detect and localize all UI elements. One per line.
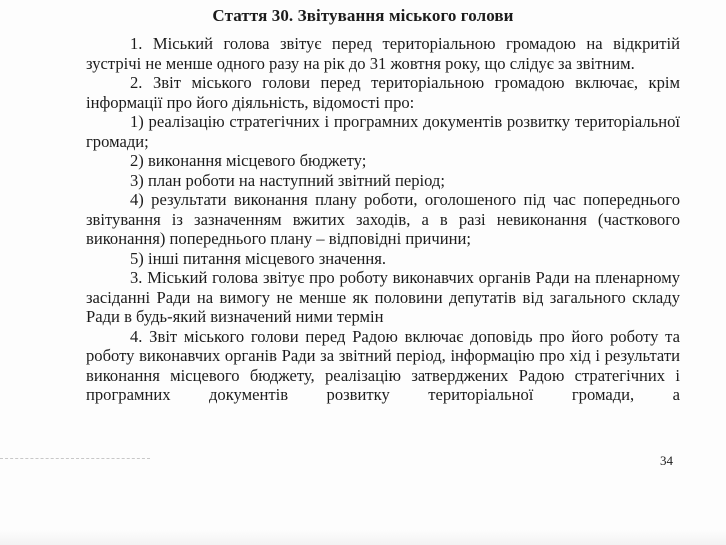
paragraph-3: 3. Міський голова звітує про роботу виконавчих органів Ради на пленарному засіданні Ради на вимогу не менше як половини депутатів від загального складу Ради в будь-який визначений ними термін <box>86 268 680 326</box>
list-item-5: 5) інші питання місцевого значення. <box>130 248 387 268</box>
paragraph-1: 1. Міський голова звітує перед територіальною громадою на відкритій зустрічі не менше одного разу на рік до 31 жовтня року, що слідує за звітним. <box>86 34 680 73</box>
list-item-3: 3) план роботи на наступний звітний період; <box>130 170 445 190</box>
paragraph-4: 4. Звіт міського голови перед Радою включає доповідь про його роботу та роботу виконавчих органів Ради за звітний період, інформацію про хід і результати виконання місцевого бюджету, реалізацію затверджених Радою стратегічних і програмних документів розвитку територіальної громади, а <box>86 326 680 404</box>
paragraph-2: 2. Звіт міського голови перед територіальною громадою включає, крім інформації про його діяльність, відомості про: <box>86 73 680 112</box>
article-body <box>86 34 680 405</box>
list-item-1: 1) реалізацію стратегічних і програмних документів розвитку територіальної громади; <box>86 112 680 151</box>
article-heading: Стаття 30. Звітування міського голови <box>212 6 514 25</box>
page-number: 34 <box>660 453 673 468</box>
scan-artifact-line <box>0 458 150 460</box>
list-item-4: 4) результати виконання плану роботи, оголошеного під час попереднього звітування із зазначенням вжитих заходів, а в разі невиконання (часткового виконання) попереднього плану – відповідні причини; <box>86 190 680 248</box>
list-item-2: 2) виконання місцевого бюджету; <box>130 151 367 170</box>
scan-bottom-edge <box>0 530 726 545</box>
